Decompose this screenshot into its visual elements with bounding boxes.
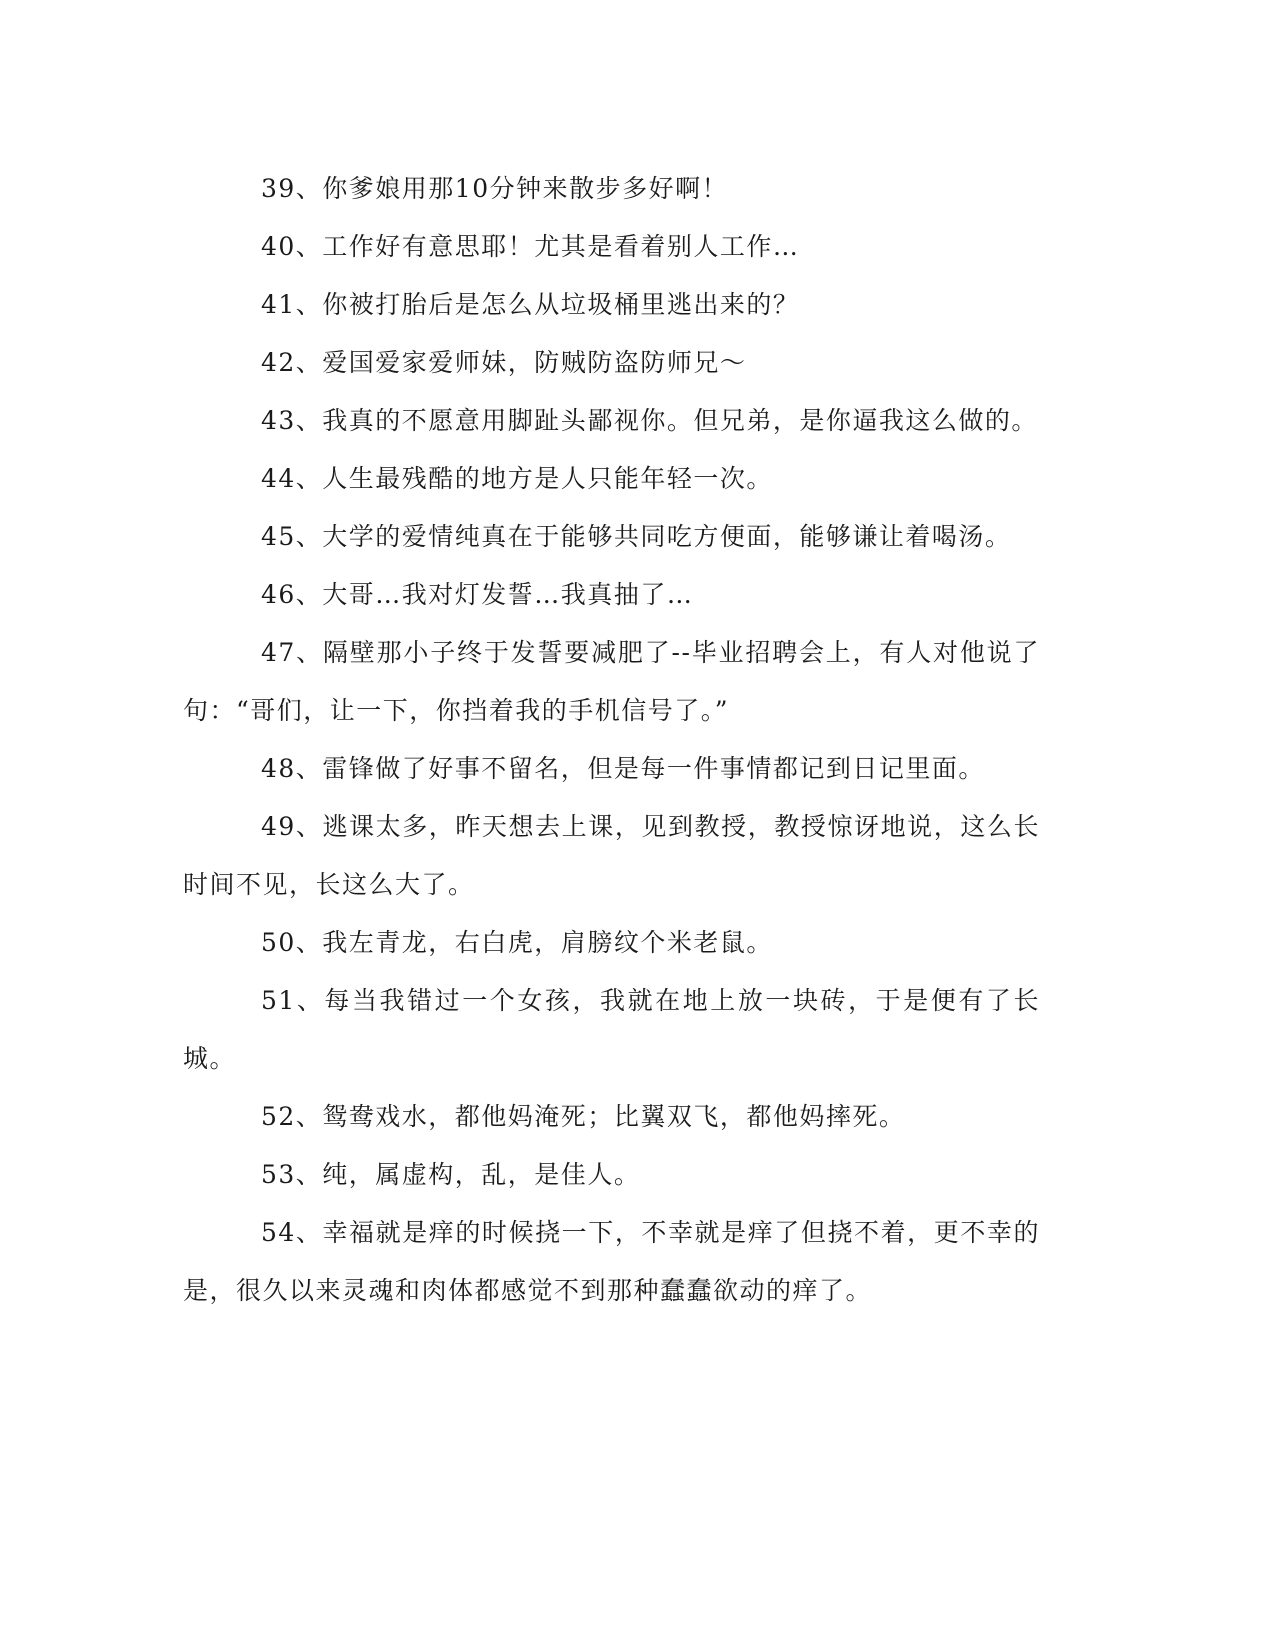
paragraph-42: 42、爱国爱家爱师妹，防贼防盗防师兄～ <box>261 348 747 377</box>
paragraph-54: 54、幸福就是痒的时候挠一下，不幸就是痒了但挠不着，更不幸的是，很久以来灵魂和肉体都感觉不到那种蠢蠢欲动的痒了。 <box>183 1218 1040 1305</box>
paragraph-39: 39、你爹娘用那10分钟来散步多好啊！ <box>261 174 729 203</box>
paragraph-40: 40、工作好有意思耶！尤其是看着别人工作… <box>261 232 800 261</box>
paragraph-43: 43、我真的不愿意用脚趾头鄙视你。但兄弟，是你逼我这么做的。 <box>261 406 1038 435</box>
paragraph-53: 53、纯，属虚构，乱，是佳人。 <box>261 1160 641 1189</box>
paragraph-44: 44、人生最残酷的地方是人只能年轻一次。 <box>261 464 773 493</box>
paragraph-45: 45、大学的爱情纯真在于能够共同吃方便面，能够谦让着喝汤。 <box>261 522 1012 551</box>
paragraph-48: 48、雷锋做了好事不留名，但是每一件事情都记到日记里面。 <box>261 754 985 783</box>
paragraph-49: 49、逃课太多，昨天想去上课，见到教授，教授惊讶地说，这么长时间不见，长这么大了。 <box>183 812 1040 899</box>
paragraph-50: 50、我左青龙，右白虎，肩膀纹个米老鼠。 <box>261 928 773 957</box>
paragraph-41: 41、你被打胎后是怎么从垃圾桶里逃出来的？ <box>261 290 800 319</box>
document-body <box>183 160 1040 1320</box>
paragraph-51: 51、每当我错过一个女孩，我就在地上放一块砖，于是便有了长城。 <box>183 986 1040 1073</box>
paragraph-47: 47、隔壁那小子终于发誓要减肥了--毕业招聘会上，有人对他说了句：“哥们，让一下，你挡着我的手机信号了。” <box>183 638 1040 725</box>
paragraph-46: 46、大哥…我对灯发誓…我真抽了… <box>261 580 694 609</box>
paragraph-52: 52、鸳鸯戏水，都他妈淹死；比翼双飞，都他妈摔死。 <box>261 1102 906 1131</box>
